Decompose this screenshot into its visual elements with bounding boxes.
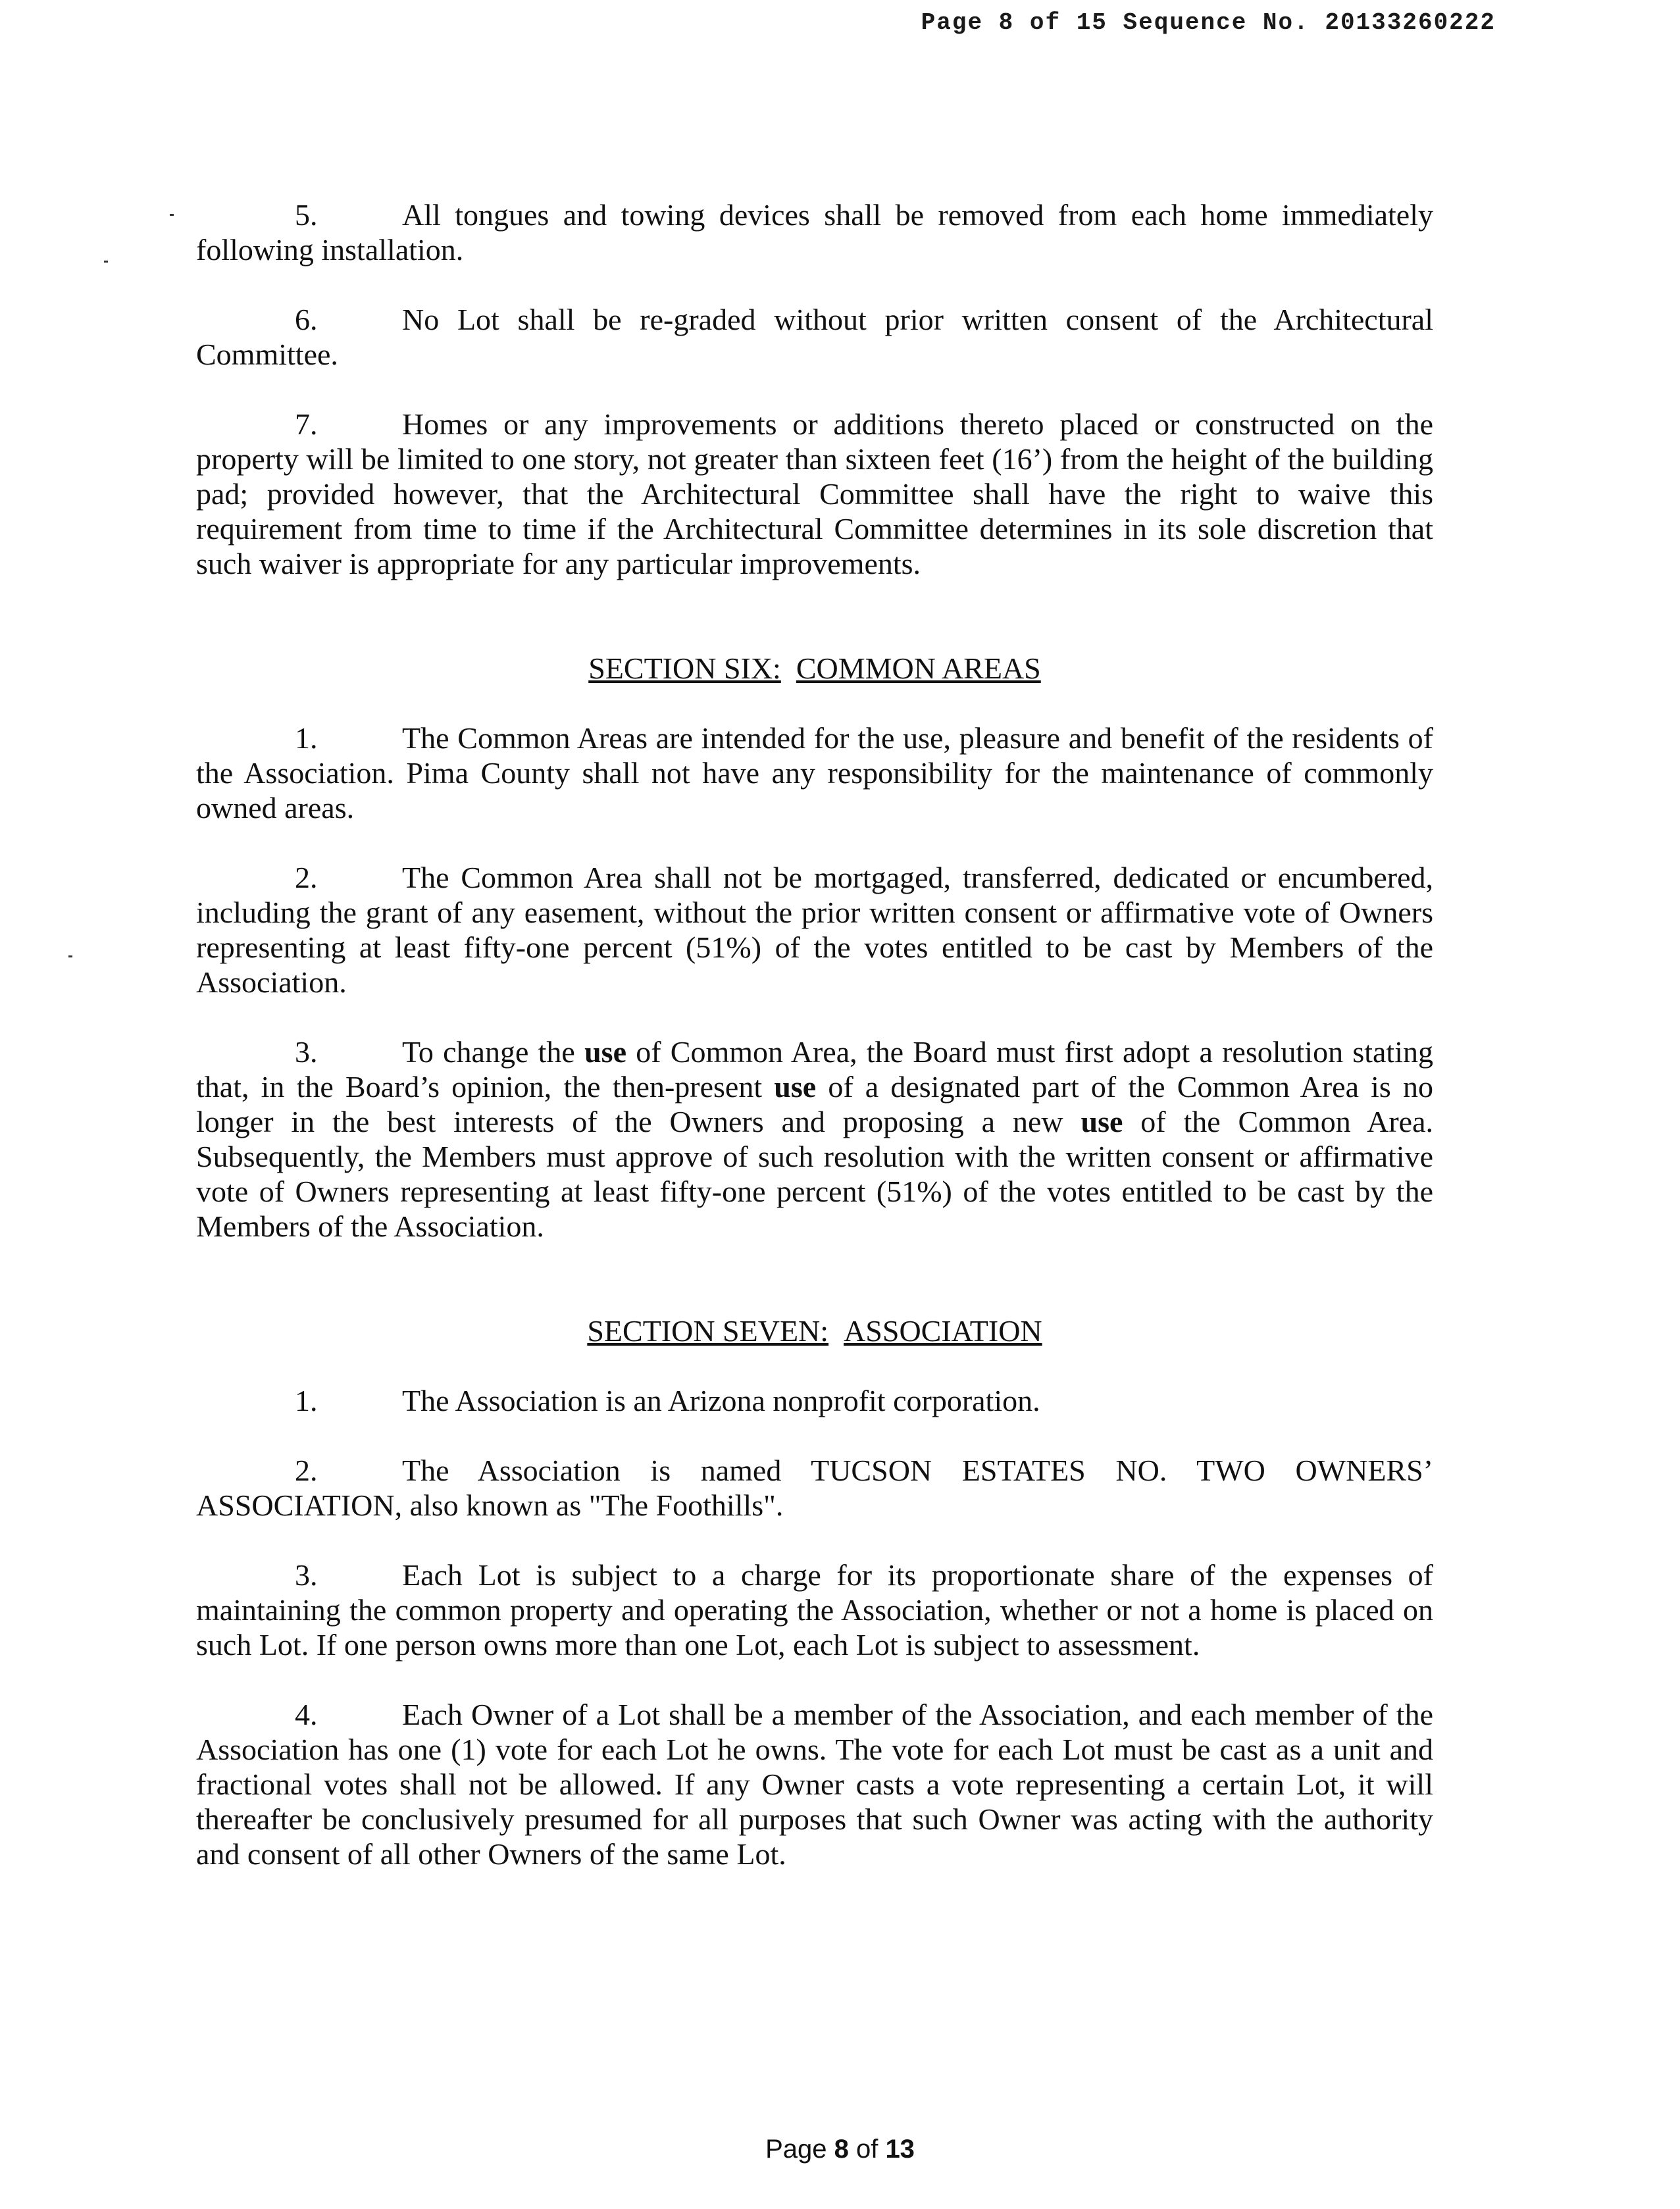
item-number: 7. [295,407,318,441]
item-text: Each Lot is subject to a charge for its proportionate share of the expenses of maintaining the common property and operating the Association, whether or not a home is placed on such Lot. If one person owns more than one Lot, each Lot is subject to assessment. [196,1558,1433,1662]
item-number: 6. [295,303,318,336]
paragraph-seven-4 [196,1697,1433,1871]
item-text: All tongues and towing devices shall be removed from each home immediately following installation. [196,198,1433,267]
section-six-heading [196,651,1433,686]
paragraph-six-3 [196,1034,1433,1244]
item-number: 1. [295,721,318,755]
item-number: 3. [295,1558,318,1592]
item-number: 2. [295,861,318,894]
item-text: of the Common Area. Subsequently, the Members must approve of such resolution with the written consent or affirmative vote of Owners representing at least fifty-one percent (51%) of the votes entitled to be cast by the Members of the Association. [196,1105,1434,1243]
item-text: Homes or any improvements or additions thereto placed or constructed on the property will be limited to one story, not greater than sixteen feet (16’) from the height of the building pad; provided however, that the Architectural Committee shall have the right to waive this requirement from time to time if the Architectural Committee determines in its sole discretion that such waiver is appropriate for any particular improvements. [196,407,1433,580]
paragraph-seven-1 [196,1383,1433,1418]
section-seven-heading [196,1313,1433,1348]
scan-artifact [170,214,174,216]
document-body [196,197,1433,1906]
section-six-title: COMMON AREAS [796,651,1041,685]
item-number: 3. [295,1035,318,1069]
paragraph-seven-2 [196,1453,1433,1523]
item-number: 1. [295,1384,318,1417]
item-number: 2. [295,1454,318,1487]
item-text: Each Owner of a Lot shall be a member of the Association, and each member of the Association has one (1) vote for each Lot he owns. The vote for each Lot must be cast as a unit and fractional votes shall not be allowed. If any Owner casts a vote representing a certain Lot, it will thereafter be conclusively presumed for all purposes that such Owner was acting with the authority and consent of all other Owners of the same Lot. [196,1698,1433,1871]
item-text: The Association is an Arizona nonprofit corporation. [402,1384,1040,1417]
item-text: The Common Area shall not be mortgaged, transferred, dedicated or encumbered, including the grant of any easement, without the prior written consent or affirmative vote of Owners representing at least fifty-one percent (51%) of the votes entitled to be cast by Members of the Association. [196,861,1433,999]
emphasis-use: use [584,1035,626,1069]
item-text: No Lot shall be re-graded without prior written consent of the Architectural Committee. [196,303,1433,371]
emphasis-use: use [774,1070,817,1104]
item-text: of Common Area, the Board must first adopt a resolution stating that, in the Board’s opinion, the then-present [196,1035,1433,1104]
item-text: To change the [402,1035,585,1069]
item-number: 4. [295,1698,318,1731]
footer-current-page: 8 [834,2135,849,2164]
section-six-label: SECTION SIX: [588,651,781,685]
footer-total-pages: 13 [885,2135,915,2164]
paragraph-six-2 [196,860,1433,1000]
item-text: of a designated part of the Common Area is no longer in the best interests of the Owners and proposing a new [196,1070,1433,1138]
footer-of: of [848,2135,886,2164]
paragraph-six-1 [196,721,1433,825]
page-footer [0,2135,1680,2164]
item-text: The Association is named TUCSON ESTATES NO. TWO OWNERS’ ASSOCIATION, also known as "The Foothills". [196,1454,1433,1522]
paragraph-item-7 [196,407,1433,581]
paragraph-seven-3 [196,1558,1433,1662]
section-seven-title: ASSOCIATION [844,1314,1042,1348]
scan-artifact [68,955,72,957]
footer-prefix: Page [765,2135,834,2164]
document-sequence-stamp: Page 8 of 15 Sequence No. 20133260222 [921,9,1496,36]
item-text: The Common Areas are intended for the use, pleasure and benefit of the residents of the Association. Pima County shall not have any responsibility for the maintenance of commonly owned areas. [196,721,1433,825]
paragraph-item-5 [196,197,1433,267]
section-seven-label: SECTION SEVEN: [587,1314,829,1348]
scan-artifact [104,261,108,263]
emphasis-use: use [1081,1105,1123,1138]
item-number: 5. [295,198,318,232]
paragraph-item-6 [196,302,1433,372]
